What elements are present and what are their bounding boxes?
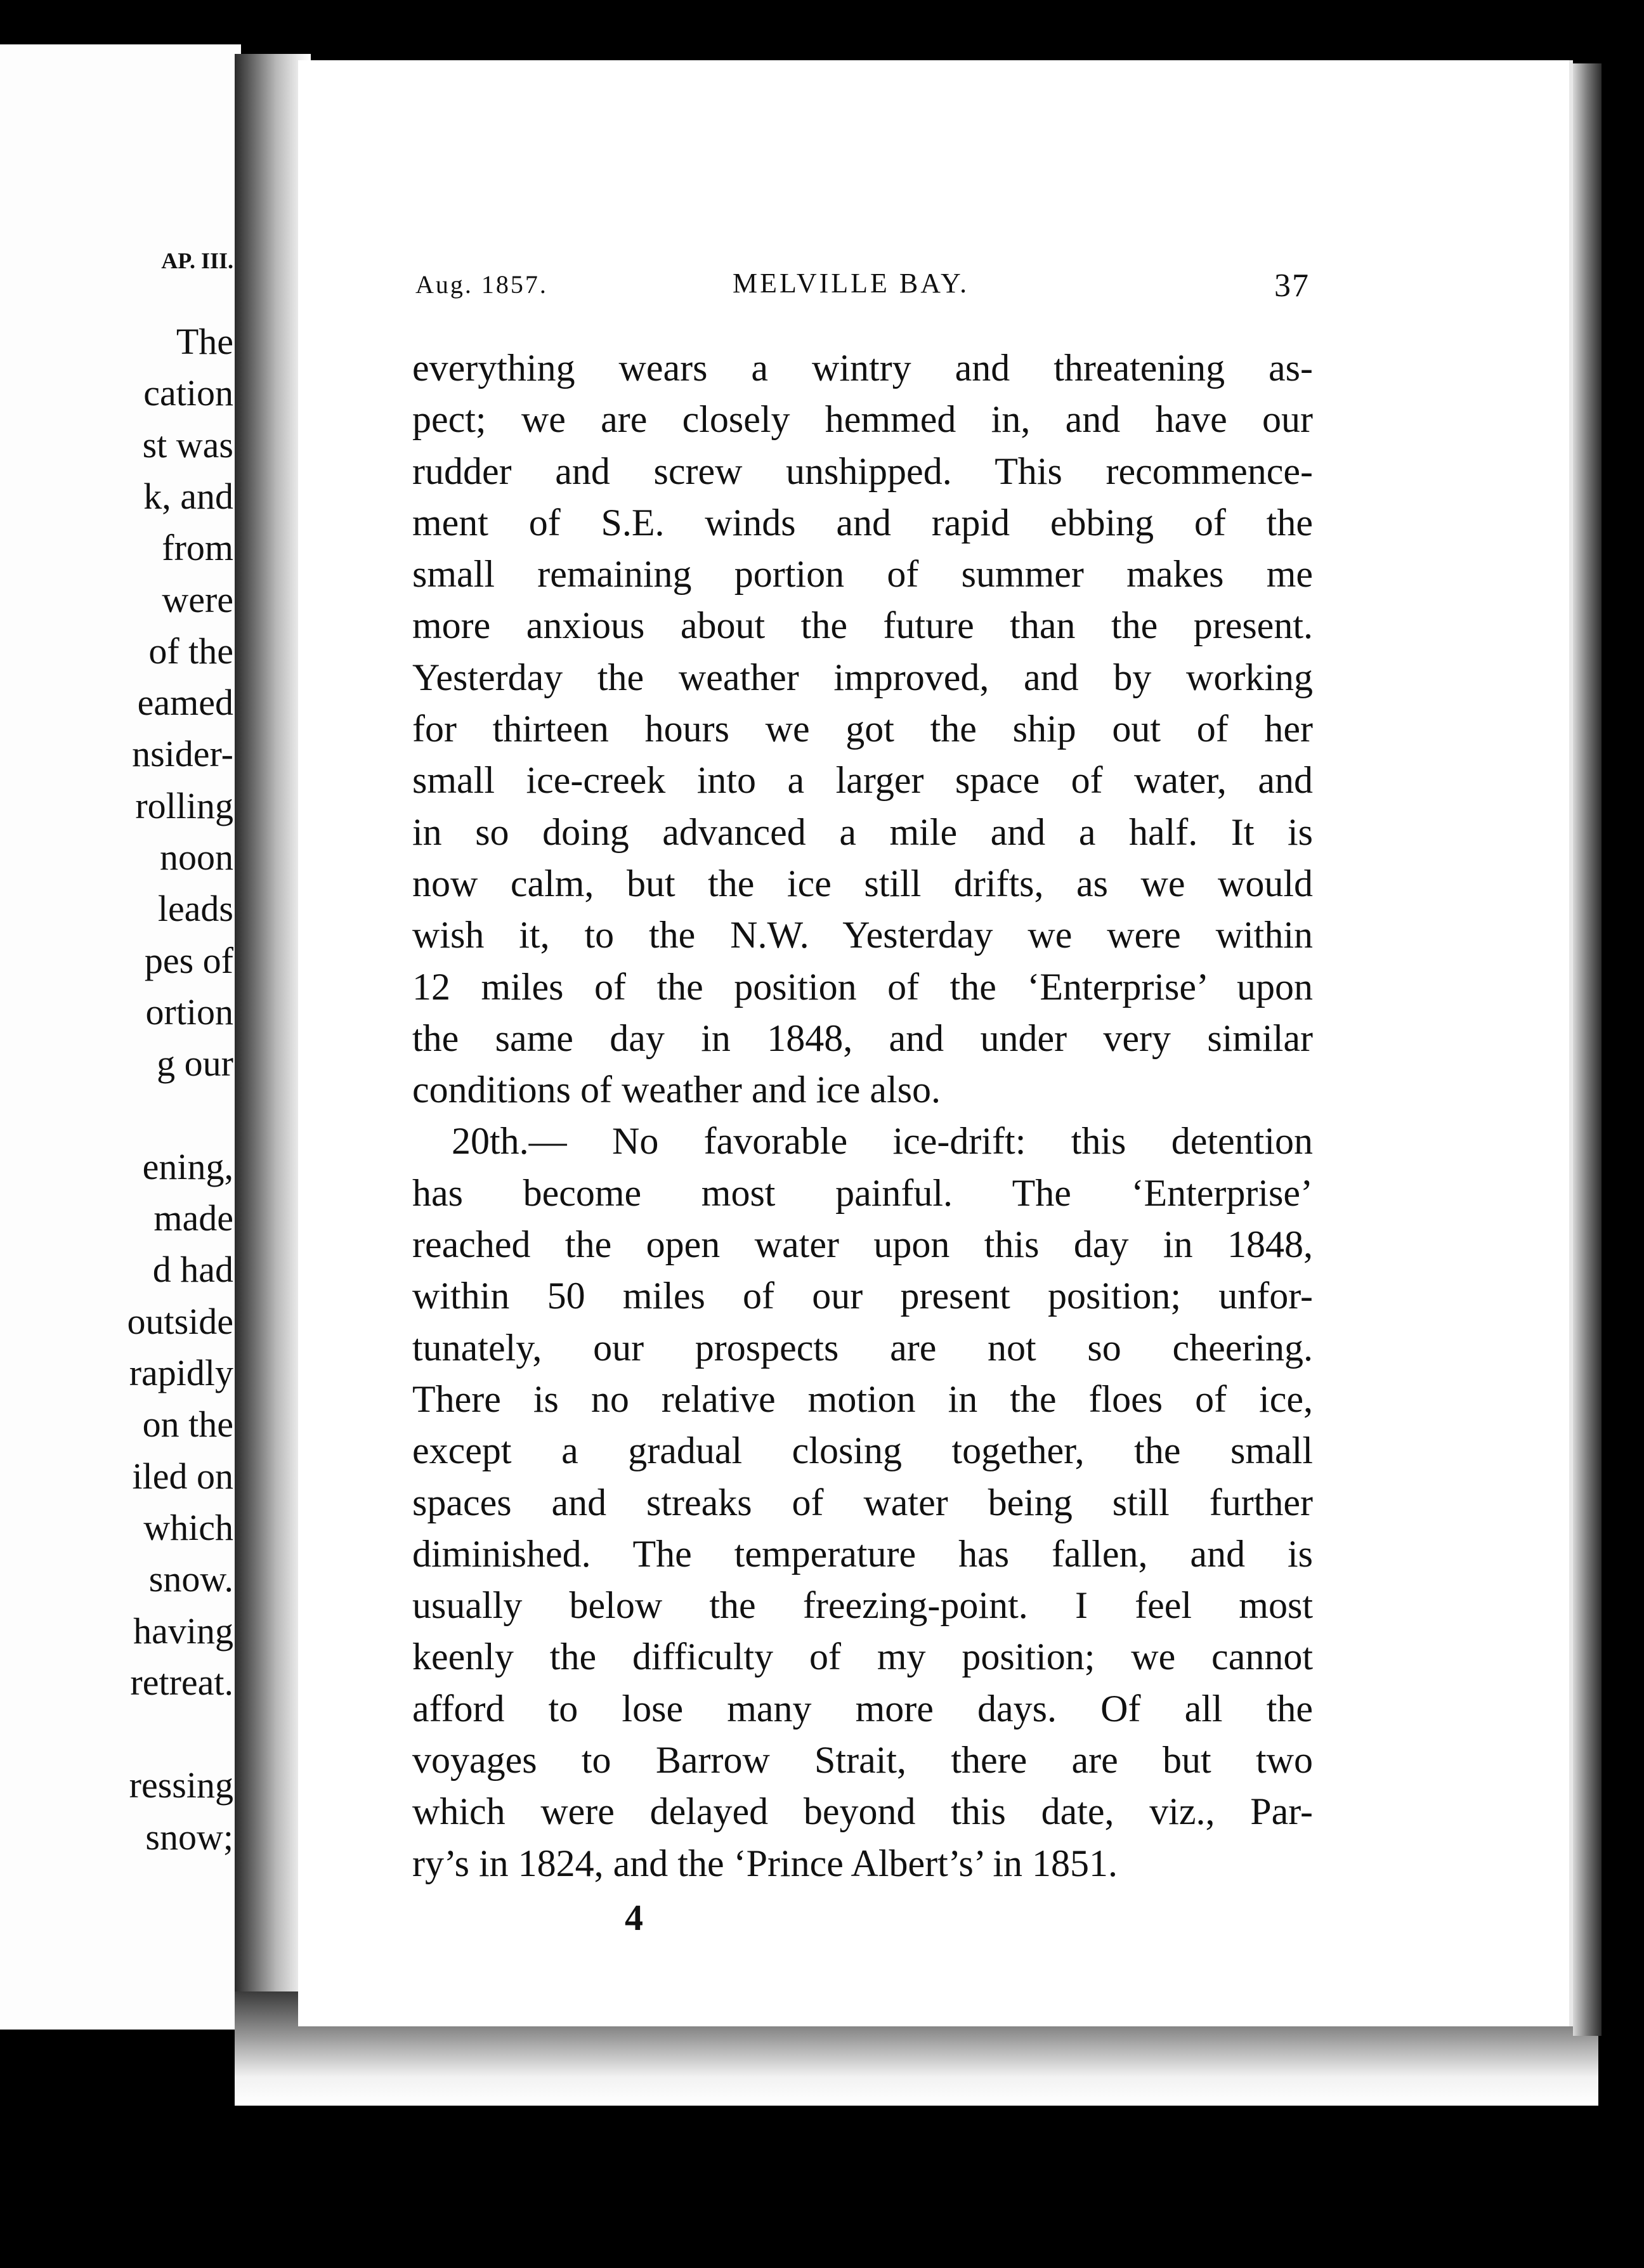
left-page-fragment: having xyxy=(133,1610,233,1652)
text-line: afford to lose many more days. Of all the xyxy=(412,1687,1313,1730)
left-facing-page xyxy=(0,44,241,2030)
left-page-fragment: rolling xyxy=(135,785,233,826)
text-line: has become most painful. The ‘Enterprise’ xyxy=(412,1171,1313,1214)
text-line: now calm, but the ice still drifts, as we would xyxy=(412,862,1313,904)
running-head-date: Aug. 1857. xyxy=(415,270,548,299)
left-page-fragment: ening, xyxy=(142,1145,233,1187)
signature-mark: 4 xyxy=(625,1897,643,1938)
text-line: reached the open water upon this day in 1848, xyxy=(412,1223,1313,1266)
text-line: small ice-creek into a larger space of water, and xyxy=(412,759,1313,802)
text-line: usually below the freezing-point. I feel most xyxy=(412,1584,1313,1627)
left-page-fragment: The xyxy=(176,321,233,362)
text-line: keenly the difficulty of my position; we cannot xyxy=(412,1636,1313,1678)
left-page-fragment: noon xyxy=(160,837,233,878)
text-line: the same day in 1848, and under very similar xyxy=(412,1017,1313,1059)
text-line: for thirteen hours we got the ship out of her xyxy=(412,708,1313,750)
left-page-fragment: snow. xyxy=(148,1558,233,1600)
left-page-fragment: ressing xyxy=(129,1764,233,1806)
left-page-fragment: pes of xyxy=(144,939,233,981)
left-page-fragment: of the xyxy=(148,630,233,672)
text-line: in so doing advanced a mile and a half. It is xyxy=(412,811,1313,853)
text-line: rudder and screw unshipped. This recommence- xyxy=(412,450,1313,492)
text-line: voyages to Barrow Strait, there are but two xyxy=(412,1739,1313,1782)
left-page-fragment: cation xyxy=(143,372,233,414)
text-line: more anxious about the future than the present. xyxy=(412,604,1313,647)
text-line: 12 miles of the position of the ‘Enterprise’ upon xyxy=(412,965,1313,1008)
text-line: spaces and streaks of water being still further xyxy=(412,1481,1313,1523)
text-line: wish it, to the N.W. Yesterday we were within xyxy=(412,914,1313,956)
text-line: except a gradual closing together, the small xyxy=(412,1430,1313,1472)
text-line: ry’s in 1824, and the ‘Prince Albert’s’ in 1851. xyxy=(412,1842,1118,1884)
left-page-fragment: were xyxy=(162,578,233,620)
left-page-fragment: leads xyxy=(157,888,233,930)
text-line: ment of S.E. winds and rapid ebbing of the xyxy=(412,501,1313,544)
left-page-fragment: d had xyxy=(152,1249,233,1291)
left-page-fragment: which xyxy=(143,1506,233,1548)
left-page-fragment: st was xyxy=(142,424,233,466)
text-line: within 50 miles of our present position; unfor- xyxy=(412,1275,1313,1317)
running-head-title: MELVILLE BAY. xyxy=(733,268,970,299)
left-page-fragment: iled on xyxy=(132,1455,233,1497)
text-line: 20th.— No favorable ice-drift: this detention xyxy=(452,1120,1313,1163)
text-line: pect; we are closely hemmed in, and have our xyxy=(412,398,1313,441)
left-page-fragment: on the xyxy=(142,1404,233,1445)
left-page-fragment: g our xyxy=(157,1043,233,1085)
text-line: conditions of weather and ice also. xyxy=(412,1069,941,1111)
left-page-fragment: retreat. xyxy=(130,1661,233,1703)
text-line: small remaining portion of summer makes me xyxy=(412,553,1313,596)
page-stack-edge xyxy=(1573,63,1602,2036)
text-line: tunately, our prospects are not so cheering. xyxy=(412,1326,1313,1369)
body-text xyxy=(412,342,1313,1889)
left-page-fragment: ortion xyxy=(145,991,233,1033)
left-page-header: AP. III. xyxy=(161,248,233,273)
left-page-fragment: rapidly xyxy=(129,1352,233,1393)
left-page-fragment: k, and xyxy=(143,475,233,517)
left-page-fragment: snow; xyxy=(145,1816,233,1858)
running-head xyxy=(415,263,1310,304)
text-line: Yesterday the weather improved, and by working xyxy=(412,656,1313,698)
left-page-fragment: outside xyxy=(127,1300,233,1342)
left-page-fragment: from xyxy=(162,527,233,569)
left-page-fragment: eamed xyxy=(137,682,233,724)
left-page-fragment: made xyxy=(153,1197,233,1239)
page-number: 37 xyxy=(1274,268,1310,304)
text-line: diminished. The temperature has fallen, and is xyxy=(412,1532,1313,1575)
text-line: There is no relative motion in the floes of ice, xyxy=(412,1378,1313,1420)
text-line: everything wears a wintry and threatening as- xyxy=(412,347,1313,389)
text-line: which were delayed beyond this date, viz., Par- xyxy=(412,1790,1313,1833)
left-page-fragment: nsider- xyxy=(132,733,233,775)
